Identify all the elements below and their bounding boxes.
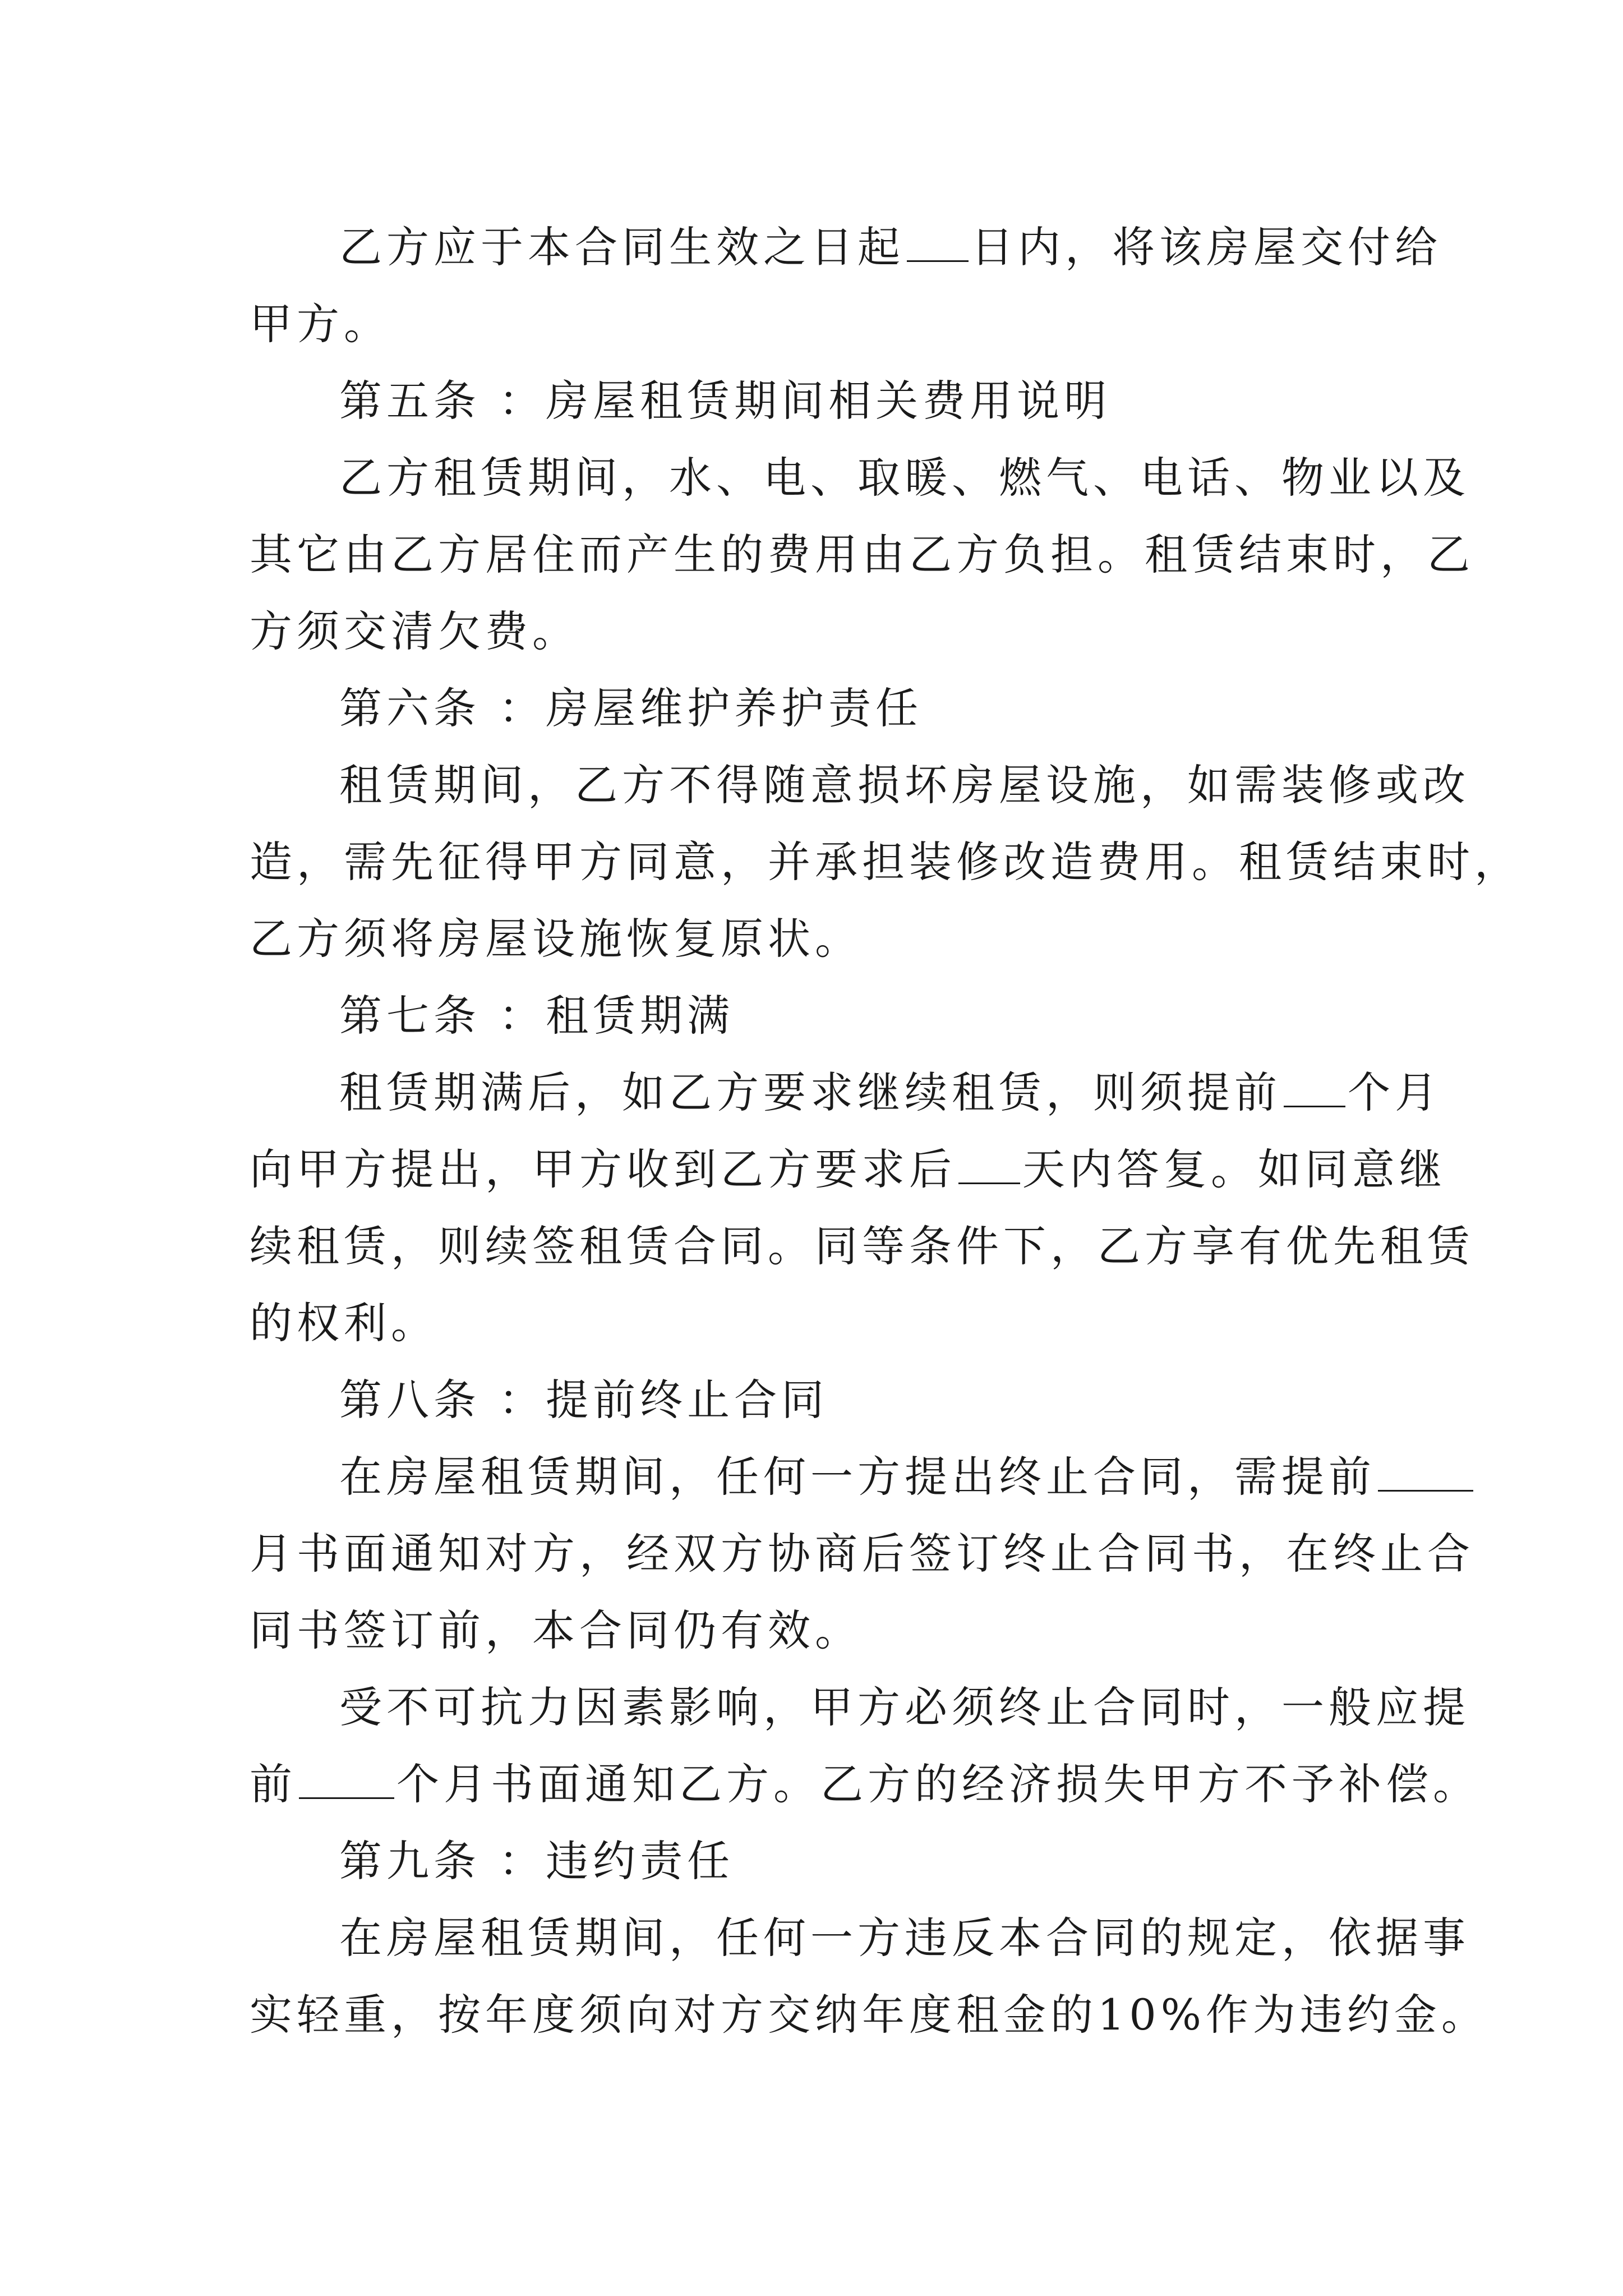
paragraph-line: 造，需先征得甲方同意，并承担装修改造费用。租赁结束时， [250, 837, 1521, 887]
article-heading-6: 第六条 ：房屋维护养护责任 [339, 683, 923, 733]
paragraph-line: 在房屋租赁期间，任何一方违反本合同的规定，依据事 [339, 1913, 1470, 1963]
paragraph-line: 向甲方提出，甲方收到乙方要求后 天内答复。如同意继 [250, 1144, 1446, 1194]
paragraph-line: 租赁期满后，如乙方要求继续租赁，则须提前 个月 [339, 1068, 1442, 1117]
fill-in-blank [958, 1145, 1020, 1184]
fill-in-blank [1378, 1453, 1473, 1492]
paragraph-line: 乙方租赁期间，水、电、取暖、燃气、电话、物业以及 [339, 453, 1470, 503]
paragraph-line: 乙方须将房屋设施恢复原状。 [250, 914, 862, 964]
paragraph-line: 乙方应于本合同生效之日起 日内，将该房屋交付给 [339, 222, 1442, 272]
fill-in-blank [1284, 1069, 1345, 1107]
document-page [250, 209, 1521, 2053]
paragraph-line: 在房屋租赁期间，任何一方提出终止合同，需提前 [250, 1438, 1388, 1515]
article-heading-5: 第五条 ：房屋租赁期间相关费用说明 [339, 376, 1112, 426]
paragraph-line: 续租赁，则续签租赁合同。同等条件下，乙方享有优先租赁 [250, 1221, 1474, 1271]
paragraph-line: 租赁期间，乙方不得随意损坏房屋设施，如需装修或改 [339, 760, 1470, 810]
paragraph-line: 的权利。 [250, 1298, 438, 1348]
paragraph-line: 实轻重，按年度须向对方交纳年度租金的10%作为违约金。 [250, 1990, 1488, 2040]
article-heading-8: 第八条 ：提前终止合同 [339, 1375, 829, 1425]
fill-in-blank [299, 1760, 394, 1799]
article-heading-9: 第九条 ：违约责任 [339, 1836, 735, 1886]
paragraph-line: 方须交清欠费。 [250, 606, 579, 656]
paragraph-line: 甲方。 [250, 299, 391, 349]
paragraph-line: 其它由乙方居住而产生的费用由乙方负担。租赁结束时，乙 [250, 530, 1474, 579]
paragraph-line: 同书签订前，本合同仍有效。 [250, 1605, 862, 1655]
paragraph-line: 受不可抗力因素影响，甲方必须终止合同时，一般应提 [339, 1682, 1470, 1732]
paragraph-line: 前 个月书面通知乙方。乙方的经济损失甲方不予补偿。 [250, 1759, 1480, 1809]
paragraph-line: 月书面通知对方，经双方协商后签订终止合同书，在终止合 [250, 1529, 1474, 1579]
article-heading-7: 第七条 ：租赁期满 [339, 991, 735, 1041]
fill-in-blank [907, 223, 969, 262]
